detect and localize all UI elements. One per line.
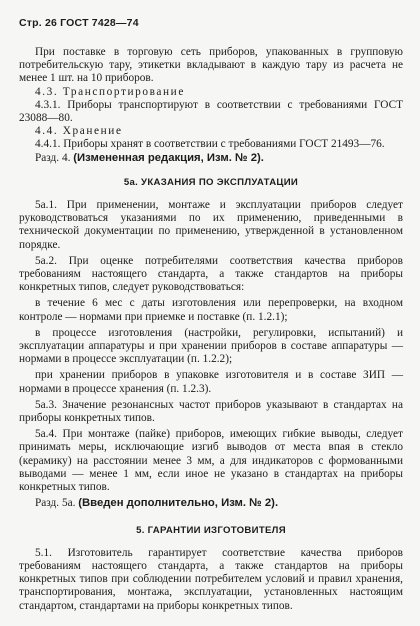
amendment-note-section-4 [19,152,403,165]
paragraph-5a-2-item-3: при хранении приборов в упаковке изготовителя и в составе ЗИП — нормами в процессе хранения (п. 1.2.3). [19,369,403,395]
subsection-title-storage: 4.4. Хранение [35,125,123,138]
section-heading-5: 5. ГАРАНТИИ ИЗГОТОВИТЕЛЯ [136,524,286,536]
section-heading-5a: 5а. УКАЗАНИЯ ПО ЭКСПЛУАТАЦИИ [123,176,299,188]
paragraph-5a-2-item-1: в течение 6 мес с даты изготовления или перепроверки, на входном контроле — нормами при приемке и поставке (п. 1.2.1); [19,297,403,323]
paragraph-4-4-1: 4.4.1. Приборы хранят в соответствии с требованиями ГОСТ 21493—76. [35,138,385,151]
page-header: Стр. 26 ГОСТ 7428—74 [19,17,139,29]
subsection-title-transport: 4.3. Транспортирование [35,85,185,98]
paragraph-5a-3: 5а.3. Значение резонансных частот приборов указывают в стандартах на приборы конкретных типов. [19,398,403,425]
amendment-text: (Измененная редакция, Изм. № 2). [73,151,264,164]
paragraph-5a-1: 5а.1. При применении, монтаже и эксплуатации приборов следует руководствоваться указаниями по их применению, приведенными в технической документации по применению, утвержденной в установленном порядке. [19,199,403,251]
paragraph-5a-2: 5а.2. При оценке потребителями соответствия качества приборов требованиям настоящего стандарта, а также стандартов на приборы конкретных типов, следует руководствоваться: [19,254,403,294]
paragraph-5-1: 5.1. Изготовитель гарантирует соответствие качества приборов требованиям настоящего стандарта, а также стандартов на приборы конкретных типов при соблюдении потребителем условий и правил хранения, транспортирования, монтажа, эксплуатации, установленных настоящим стандартом, стандартами на приборы конкретных типов. [19,546,403,612]
document-body [19,46,403,613]
paragraph-5a-2-item-2: в процессе изготовления (настройки, регулировки, испытаний) и эксплуатации аппаратуры и при хранении приборов в составе аппаратуры — нормами в процессе эксплуатации (п. 1.2.2); [19,326,403,366]
paragraph-5a-4: 5а.4. При монтаже (пайке) приборов, имеющих гибкие выводы, следует принимать меры, исключающие изгиб выводов от места впая в стекло (керамику) на расстоянии менее 3 мм, а для индикаторов с формованными выводами — менее 1 мм, если иное не указано в стандартах на приборы конкретных типов. [19,428,403,494]
paragraph-packaging: При поставке в торговую сеть приборов, упакованных в групповую потребительскую тару, этикетки вкладывают в каждую тару из расчета не менее 1 шт. на 10 приборов. [19,46,403,85]
paragraph-4-3-1: 4.3.1. Приборы транспортируют в соответствии с требованиями ГОСТ 23088—80. [19,98,403,125]
amendment-note-section-5a [19,497,403,510]
amendment-prefix: Разд. 5а. [35,497,79,510]
amendment-text: (Введен дополнительно, Изм. № 2). [78,497,279,510]
amendment-prefix: Разд. 4. [35,151,74,164]
